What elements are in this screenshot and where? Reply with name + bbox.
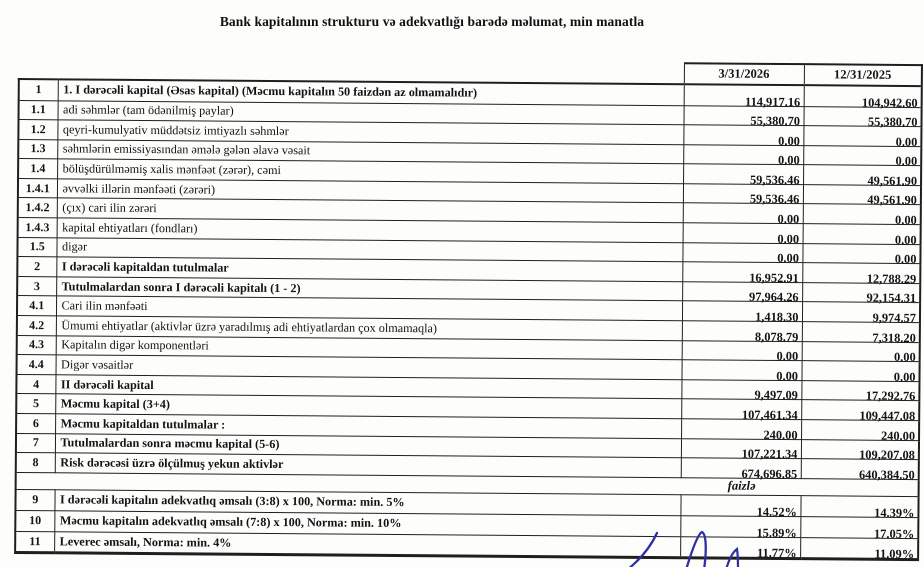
row-value-previous: 0.00 <box>803 204 921 225</box>
row-number: 6 <box>16 413 55 433</box>
section-note: faizlə <box>727 478 756 493</box>
row-number: 4.4 <box>17 355 56 375</box>
row-number: 9 <box>15 489 54 510</box>
row-number: 4.3 <box>17 335 56 355</box>
row-label: Məcmu kapital (3+4) <box>55 394 681 419</box>
row-value-previous: 0.00 <box>802 341 920 362</box>
row-value-current: 11.77% <box>680 536 800 558</box>
row-number: 1.3 <box>18 139 57 159</box>
row-value-current: 0.00 <box>683 203 803 224</box>
row-value-previous: 12,788.29 <box>802 263 920 284</box>
row-label: (çıx) cari ilin zərəri <box>57 198 683 223</box>
row-value-current: 0.00 <box>682 340 802 361</box>
page-title: Bank kapitalının strukturu və adekvatlığı barədə məlumat, min manatla <box>219 14 645 29</box>
row-number: 1.4.2 <box>18 198 57 218</box>
row-label: əvvəlki illərin mənfəəti (zərəri) <box>57 179 683 204</box>
row-number: 11 <box>15 531 54 552</box>
row-value-previous: 0.00 <box>803 145 921 166</box>
row-number: 1.4.1 <box>18 178 57 198</box>
row-number: 3 <box>17 276 56 296</box>
row-value-current: 15.89% <box>680 515 800 537</box>
row-number: 1.2 <box>18 120 57 140</box>
row-value-previous: 17,292.76 <box>801 380 919 401</box>
row-value-current: 59,536.46 <box>683 184 803 205</box>
row-value-current: 674,696.85 <box>681 458 801 479</box>
capital-table-body <box>15 58 922 559</box>
row-label: I dərəcəli kapitalın adekvatlıq əmsalı (3:8) x 100, Norma: min. 5% <box>54 490 680 516</box>
row-value-current: 114,917.16 <box>684 84 804 106</box>
row-label: 1. I dərəcəli kapital (Əsas kapital) (Məcmu kapitalın 50 faizdən az olmamalıdır) <box>58 79 684 105</box>
row-value-current: 8,078.79 <box>682 321 802 342</box>
capital-table-wrap <box>14 57 921 561</box>
row-number: 4.2 <box>17 316 56 336</box>
row-value-previous: 109,447.08 <box>801 400 919 421</box>
row-label: Tutulmalardan sonra I dərəcəli kapitalı (1 - 2) <box>56 277 682 302</box>
row-value-current: 240.00 <box>681 419 801 440</box>
row-number: 1.1 <box>19 100 58 120</box>
row-value-current: 9,497.09 <box>681 380 801 401</box>
column-header-previous-date: 12/31/2025 <box>804 64 922 86</box>
row-number: 1 <box>19 79 58 100</box>
row-label: Cari ilin mənfəəti <box>56 296 682 321</box>
row-value-current: 97,964.26 <box>682 282 802 303</box>
row-label: bölüşdürülməmiş xalis mənfəət (zərər), cəmi <box>57 159 683 184</box>
row-value-current: 107,461.34 <box>681 399 801 420</box>
row-value-current: 16,952.91 <box>682 262 802 283</box>
row-value-previous: 11.09% <box>800 537 918 559</box>
row-label: kapital ehtiyatları (fondları) <box>57 218 683 243</box>
row-value-previous: 17.05% <box>800 516 918 538</box>
row-value-previous: 9,974.57 <box>802 302 920 323</box>
row-value-current: 0.00 <box>681 360 801 381</box>
row-value-current: 0.00 <box>683 144 803 165</box>
row-value-previous: 104,942.60 <box>804 85 922 107</box>
row-number: 5 <box>16 394 55 414</box>
row-label: Leverec əmsalı, Norma: min. 4% <box>54 532 680 558</box>
row-label: qeyri-kumulyativ müddətsiz imtiyazlı səhmlər <box>57 120 683 145</box>
row-value-current: 55,380.70 <box>683 105 803 126</box>
row-number: 1.4.3 <box>18 218 57 238</box>
row-label: Tutulmalardan sonra məcmu kapital (5-6) <box>55 433 681 458</box>
row-number: 1.5 <box>17 237 56 257</box>
row-label: Ümumi ehtiyatlar (aktivlər üzrə yaradılmış adi ehtiyatlardan çox olmamaqla) <box>56 316 682 341</box>
row-number: 8 <box>16 453 55 473</box>
row-number: 4 <box>16 374 55 394</box>
row-value-previous: 49,561.90 <box>803 185 921 206</box>
row-number: 7 <box>16 433 55 453</box>
row-value-current: 0.00 <box>683 223 803 244</box>
row-label: səhmlərin emissiyasından əmələ gələn əlavə vəsait <box>57 139 683 164</box>
column-header-current-date: 3/31/2026 <box>684 63 804 85</box>
row-value-previous: 7,318.20 <box>802 322 920 343</box>
row-number: 10 <box>15 510 54 531</box>
row-value-current: 0.00 <box>682 242 802 263</box>
row-label: Kapitalın digər komponentləri <box>56 335 682 360</box>
row-label: Risk dərəcəsi üzrə ölçülmuş yekun aktivlər <box>55 453 681 478</box>
row-label: adi səhmlər (tam ödənilmiş paylar) <box>58 100 684 125</box>
row-value-previous: 55,380.70 <box>803 106 921 127</box>
row-number: 4.1 <box>17 296 56 316</box>
row-label: I dərəcəli kapitaldan tutulmalar <box>56 257 682 282</box>
row-label: II dərəcəli kapital <box>55 375 681 400</box>
row-value-previous: 640,384.50 <box>801 459 919 480</box>
row-label: Digər vəsaitlər <box>56 355 682 380</box>
row-value-previous: 14.39% <box>800 495 918 517</box>
row-label: Məcmu kapitaldan tutulmalar : <box>55 414 681 439</box>
capital-table <box>14 57 923 561</box>
row-value-previous: 0.00 <box>801 361 919 382</box>
row-value-previous: 240.00 <box>801 420 919 441</box>
row-value-current: 1,418.30 <box>682 301 802 322</box>
row-value-previous: 109,207.08 <box>801 439 919 460</box>
row-number: 2 <box>17 257 56 277</box>
row-value-current: 107,221.34 <box>681 438 801 459</box>
row-value-previous: 0.00 <box>803 126 921 147</box>
row-label: Məcmu kapitalın adekvatlıq əmsalı (7:8) x 100, Norma: min. 10% <box>54 511 680 537</box>
row-value-previous: 92,154.31 <box>802 283 920 304</box>
row-value-previous: 0.00 <box>803 224 921 245</box>
row-value-previous: 49,561.90 <box>803 165 921 186</box>
row-label: digər <box>56 237 682 262</box>
header-spacer <box>19 58 58 79</box>
row-number: 1.4 <box>18 159 57 179</box>
row-value-current: 59,536.46 <box>683 164 803 185</box>
row-value-current: 0.00 <box>683 125 803 146</box>
row-value-previous: 0.00 <box>802 243 920 264</box>
row-value-current: 14.52% <box>680 494 800 516</box>
